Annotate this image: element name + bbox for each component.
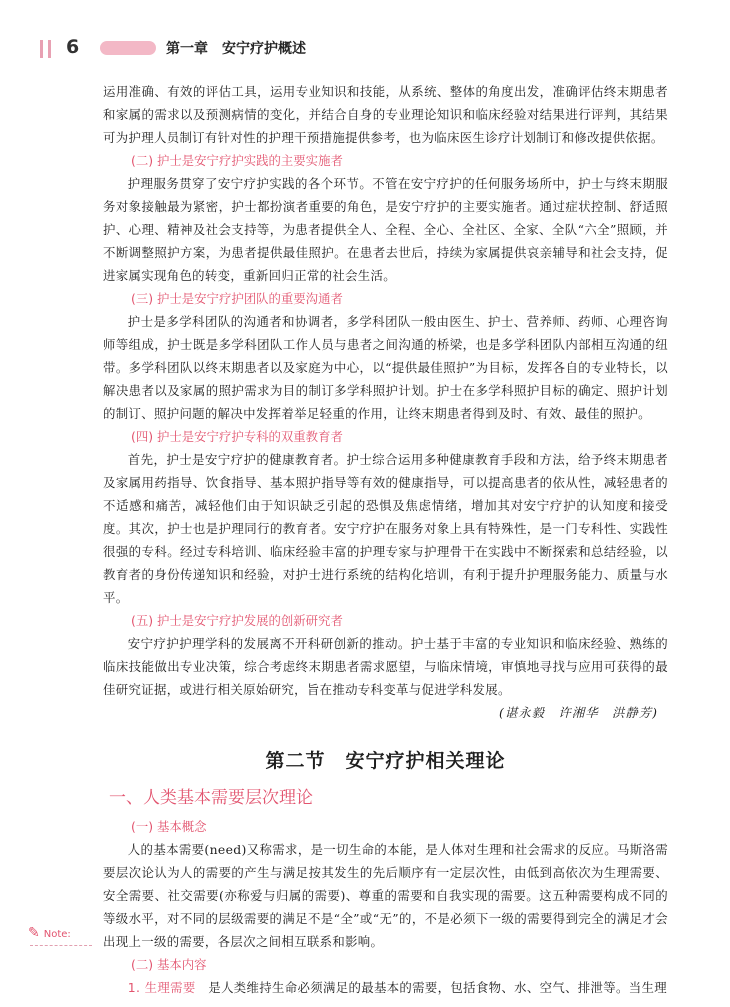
item-text: 是人类维持生命必须满足的最基本的需要，包括食物、水、空气、排泄等。当生理: [208, 980, 667, 995]
page-header: [0, 0, 730, 70]
subsection-heading: (三) 护士是安宁疗护团队的重要沟通者: [131, 291, 343, 306]
item-title: 1. 生理需要: [127, 980, 196, 995]
page-number: 6: [66, 36, 80, 58]
section-title: 第二节 安宁疗护相关理论: [265, 750, 506, 772]
body-paragraph: 护士是多学科团队的沟通者和协调者，多学科团队一般由医生、护士、营养师、药师、心理咨询师等组成，护士既是多学科团队工作人员与患者之间沟通的桥梁，也是多学科团队内部相互沟通的纽带。多学科团队以终末期患者以及家庭为中心，以“提供最佳照护”为目标，发挥各自的专业特长，以解决患者以及家属的照护需求为目的制订多学科照护计划。护士在多学科照护目标的确定、照护计划的制订、照护问题的解决中发挥着举足轻重的作用，让终末期患者得到及时、有效、最佳的照护。: [103, 314, 668, 421]
header-decor-bar: [100, 41, 156, 55]
level1-heading: 一、人类基本需要层次理论: [109, 788, 313, 808]
body-paragraph: 人的基本需要(need)又称需求，是一切生命的本能，是人体对生理和社会需求的反应。马斯洛需要层次论认为人的需要的产生与满足按其发生的先后顺序有一定层次性，由低到高依次为生理需要、安全需要、社交需要(亦称爱与归属的需要)、尊重的需要和自我实现的需要。这五种需要构成不同的等级水平，对不同的层级需要的满足不是“全”或“无”的，不是必须下一级的需要得到完全的满足才会出现上一级的需要，各层次之间相互联系和影响。: [103, 842, 668, 949]
intro-paragraph: 运用准确、有效的评估工具，运用专业知识和技能，从系统、整体的角度出发，准确评估终末期患者和家属的需求以及预测病情的变化，并结合自身的专业理论知识和临床经验对结果进行评判，其结果可为护理人员制订有针对性的护理干预措施提供参考，也为临床医生诊疗计划制订和修改提供依据。: [103, 84, 668, 145]
body-paragraph: 护理服务贯穿了安宁疗护实践的各个环节。不管在安宁疗护的任何服务场所中，护士与终末期服务对象接触最为紧密，护士都扮演者重要的角色，是安宁疗护的主要实施者。通过症状控制、舒适照护、心理、精神及社会支持等，为患者提供全人、全程、全心、全社区、全家、全队“六全”照顾，并不断调整照护方案，为患者提供最佳照护。在患者去世后，持续为家属提供哀亲辅导和社会支持，促进家属实现角色的转变，重新回归正常的社会生活。: [103, 176, 668, 283]
author-credits: (谌永毅 许湘华 洪静芳): [499, 705, 658, 720]
note-label: Note:: [43, 929, 71, 940]
header-decor-mark: [48, 40, 51, 58]
pencil-icon: ✎: [28, 925, 40, 941]
subsection-heading: (四) 护士是安宁疗护专科的双重教育者: [131, 429, 343, 444]
subsection-heading: (二) 基本内容: [131, 957, 207, 972]
item-paragraph: [103, 976, 668, 999]
subsection-heading: (二) 护士是安宁疗护实践的主要实施者: [131, 153, 343, 168]
body-paragraph: 安宁疗护护理学科的发展离不开科研创新的推动。护士基于丰富的专业知识和临床经验、熟练的临床技能做出专业决策，综合考虑终末期患者需求愿望，与临床情境，审慎地寻找与应用可获得的最佳研究证据，或进行相关原始研究，旨在推动专科变革与促进学科发展。: [103, 636, 668, 697]
subsection-heading: (五) 护士是安宁疗护发展的创新研究者: [131, 613, 343, 628]
header-decor-mark: [40, 40, 43, 58]
body-paragraph: 首先，护士是安宁疗护的健康教育者。护士综合运用多种健康教育手段和方法，给予终末期患者及家属用药指导、饮食指导、基本照护指导等有效的健康指导，可以提高患者的依从性，减轻患者的不适感和痛苦，减轻他们由于知识缺乏引起的恐惧及焦虑情绪，增加其对安宁疗护的认知度和接受度。其次，护士也是护理同行的教育者。安宁疗护在服务对象上具有特殊性，是一门专科性、实践性很强的专科。经过专科培训、临床经验丰富的护理专家与护理骨干在实践中不断探索和总结经验，以教育者的身份传递知识和经验，对护士进行系统的结构化培训，有利于提升护理服务能力、质量与水平。: [103, 452, 668, 605]
page-body: [103, 80, 668, 999]
subsection-heading: (一) 基本概念: [131, 819, 207, 834]
note-divider: [30, 945, 92, 946]
margin-note: [28, 925, 71, 941]
chapter-title: 第一章 安宁疗护概述: [166, 41, 306, 57]
